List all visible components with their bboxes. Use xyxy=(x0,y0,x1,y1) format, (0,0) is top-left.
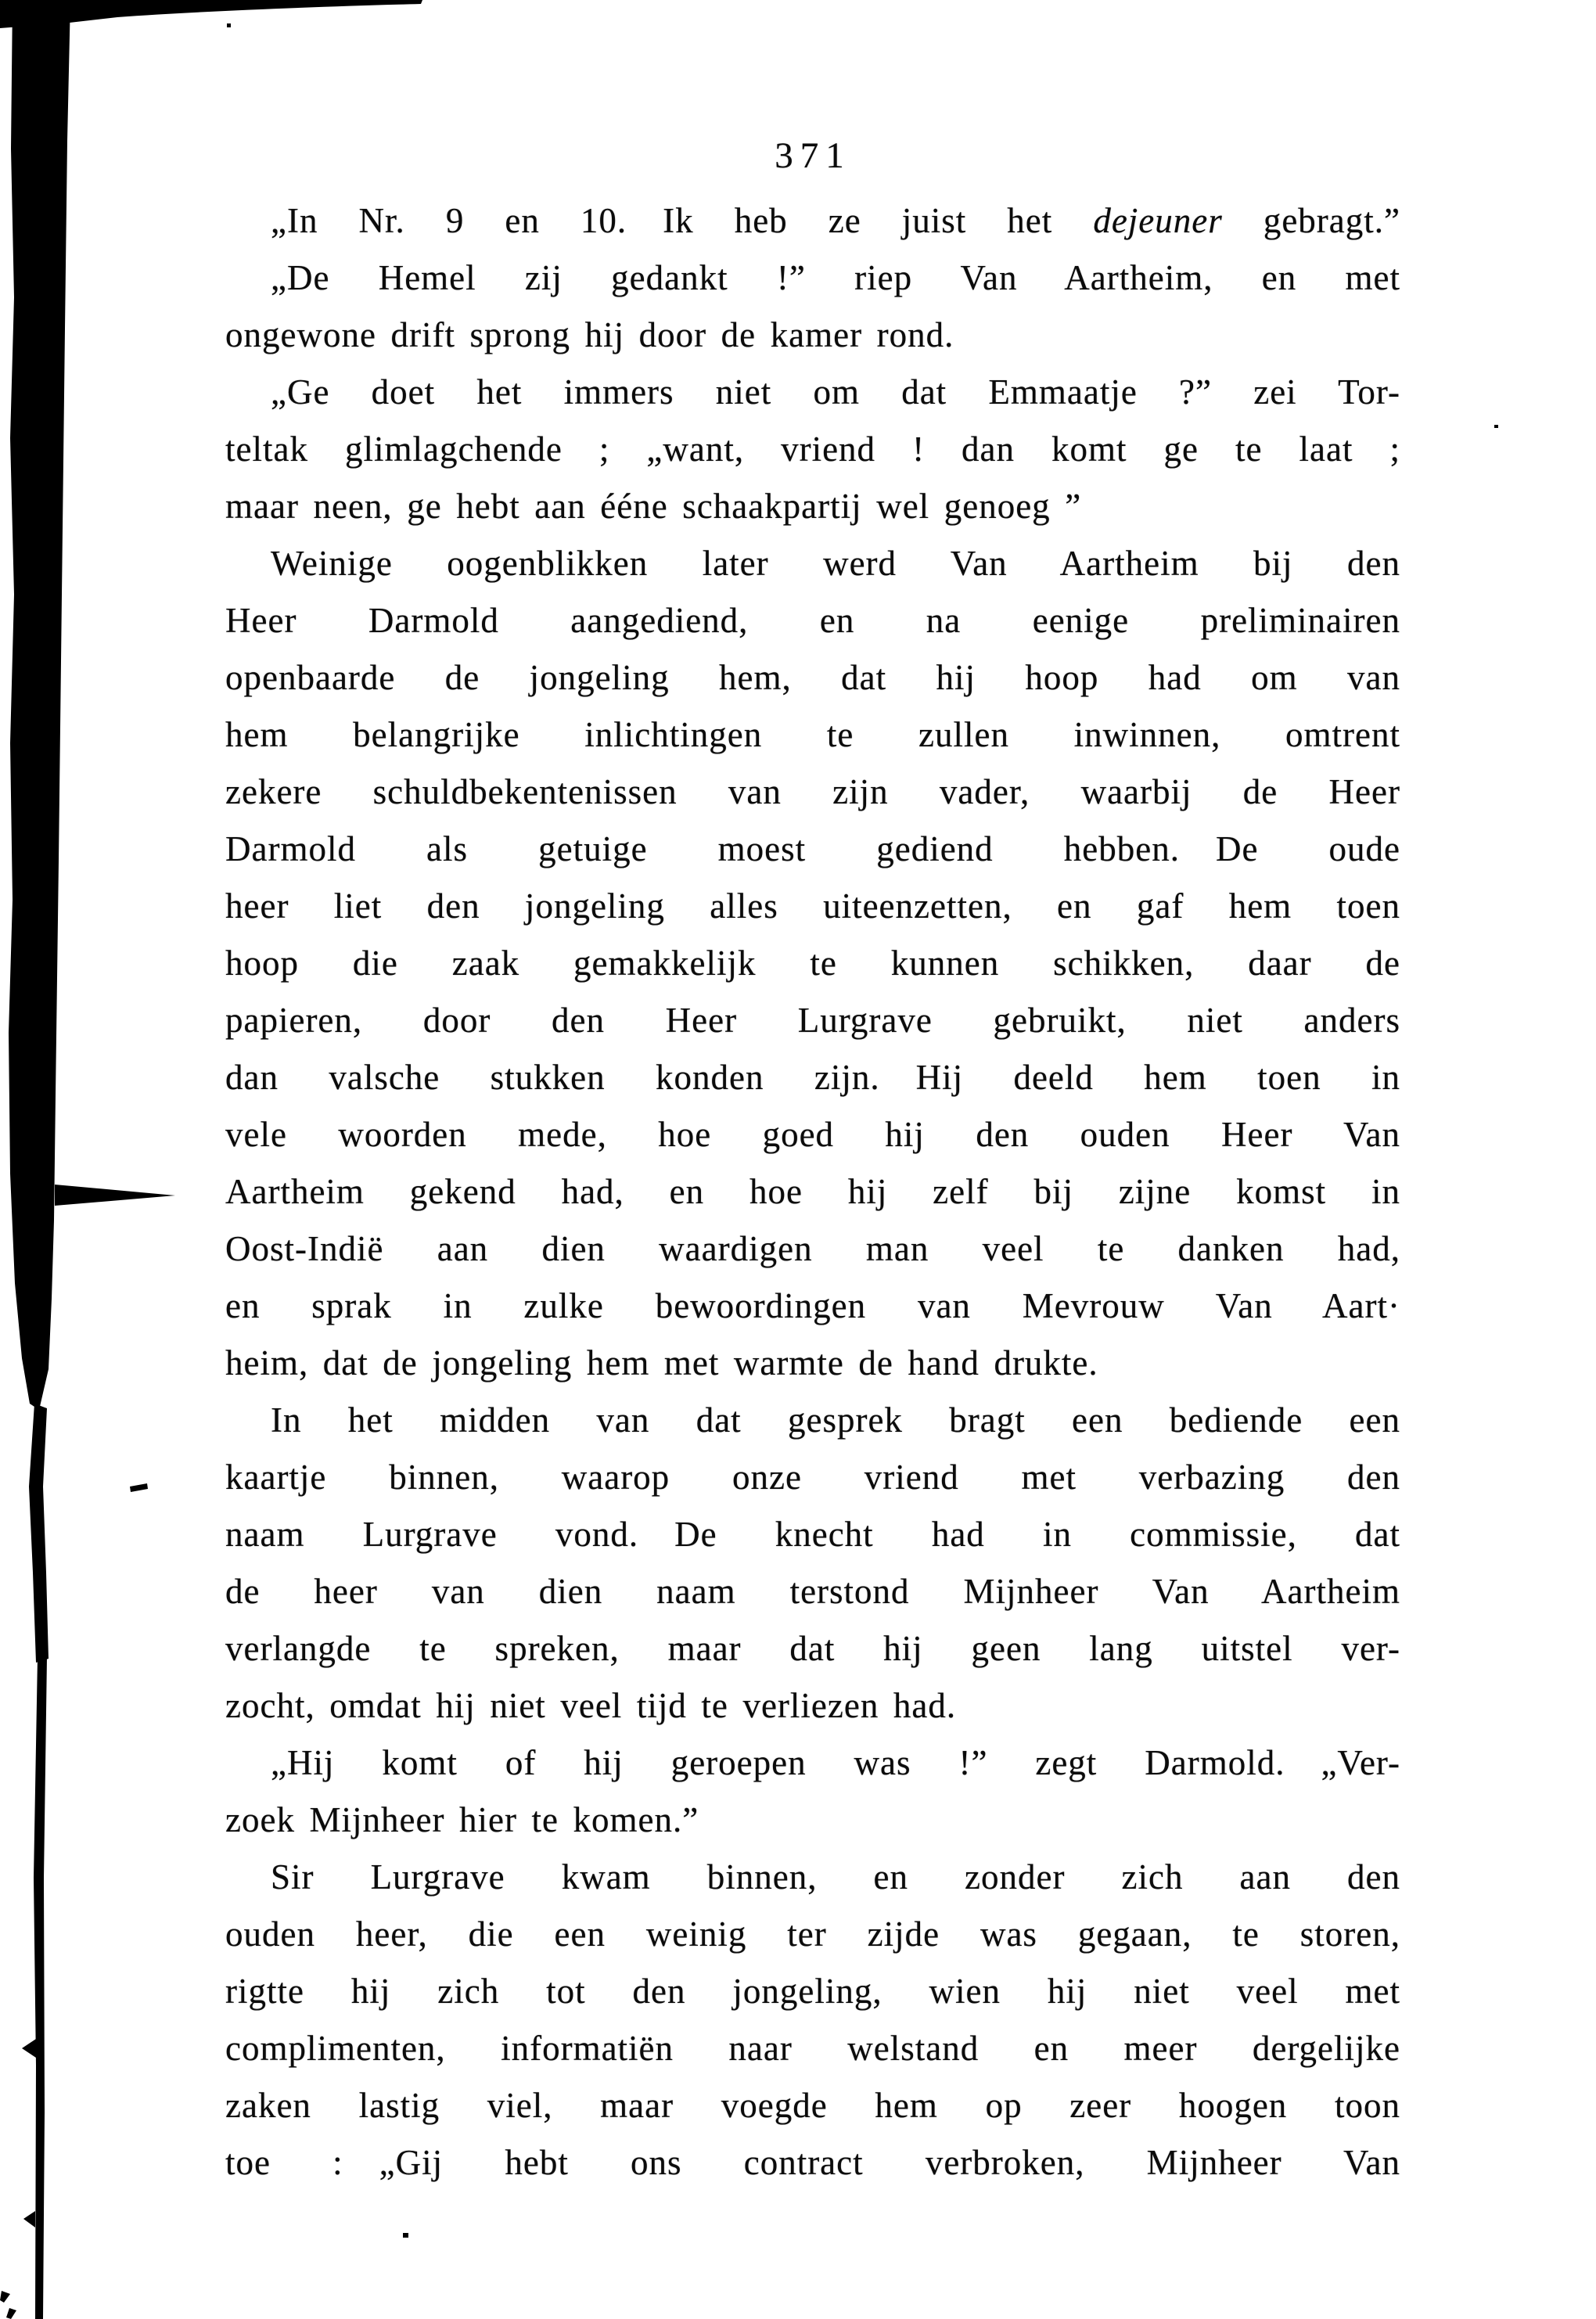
scan-artifact-thin-line xyxy=(34,1657,47,2319)
scan-artifact-spike xyxy=(55,1185,175,1206)
text-segment: „In Nr. 9 en 10. Ik heb ze juist het xyxy=(271,201,1094,240)
text-line: hoop die zaak gemakkelijk te kunnen schikken, daar de xyxy=(225,944,1400,983)
text-line: toe : „Gij hebt ons contract verbroken, Mijnheer Van xyxy=(225,2143,1400,2182)
scan-artifact-corner-specks xyxy=(0,2291,16,2319)
body-text xyxy=(225,192,1400,2191)
text-line: zaken lastig viel, maar voegde hem op zeer hoogen toon xyxy=(225,2086,1400,2125)
text-line: rigtte hij zich tot den jongeling, wien hij niet veel met xyxy=(225,1972,1400,2011)
text-segment: gebragt.” xyxy=(1222,201,1400,240)
page-number: 371 xyxy=(775,135,851,176)
scan-artifact-mid-streak xyxy=(29,1404,49,1663)
text-line: zekere schuldbekentenissen van zijn vader, waarbij de Heer xyxy=(225,772,1400,811)
text-line: zoek Mijnheer hier te komen.” xyxy=(225,1800,699,1839)
text-line: Darmold als getuige moest gediend hebben. De oude xyxy=(225,829,1400,868)
text-line: In het midden van dat gesprek bragt een bediende een xyxy=(271,1400,1400,1440)
scan-artifact-top-edge xyxy=(0,0,422,28)
text-line: openbaarde de jongeling hem, dat hij hoop had om van xyxy=(225,658,1400,697)
text-line: ouden heer, die een weinig ter zijde was gegaan, te storen, xyxy=(225,1915,1400,1954)
text-line: de heer van dien naam terstond Mijnheer Van Aartheim xyxy=(225,1572,1400,1611)
text-line: heer liet den jongeling alles uiteenzetten, en gaf hem toen xyxy=(225,886,1400,926)
text-line: zocht, omdat hij niet veel tijd te verliezen had. xyxy=(225,1686,957,1725)
text-line: Aartheim gekend had, en hoe hij zelf bij zijne komst in xyxy=(225,1172,1400,1211)
text-line: kaartje binnen, waarop onze vriend met verbazing den xyxy=(225,1458,1400,1497)
text-line: Weinige oogenblikken later werd Van Aartheim bij den xyxy=(271,544,1400,583)
scan-artifact-speck xyxy=(403,2233,408,2238)
scan-artifact-bump xyxy=(23,2211,35,2227)
text-line: papieren, door den Heer Lurgrave gebruikt, niet anders xyxy=(225,1001,1400,1040)
text-line: en sprak in zulke bewoordingen van Mevrouw Van Aart· xyxy=(225,1286,1400,1325)
text-line: verlangde te spreken, maar dat hij geen lang uitstel ver- xyxy=(225,1629,1400,1668)
text-line: Heer Darmold aangediend, en na eenige preliminairen xyxy=(225,601,1400,640)
text-line: teltak glimlagchende ; „want, vriend ! dan komt ge te laat ; xyxy=(225,430,1400,469)
text-line: heim, dat de jongeling hem met warmte de hand drukte. xyxy=(225,1343,1098,1382)
text-line: ongewone drift sprong hij door de kamer rond. xyxy=(225,315,954,354)
text-line: „Ge doet het immers niet om dat Emmaatje ?” zei Tor- xyxy=(271,372,1400,412)
text-line: hem belangrijke inlichtingen te zullen inwinnen, omtrent xyxy=(225,715,1400,754)
scan-artifact-gutter-bar xyxy=(9,0,70,1410)
text-line: complimenten, informatiën naar welstand en meer dergelijke xyxy=(225,2029,1400,2068)
scan-artifact-speck xyxy=(1494,425,1498,428)
text-line: dan valsche stukken konden zijn. Hij deeld hem toen in xyxy=(225,1058,1400,1097)
text-line: Sir Lurgrave kwam binnen, en zonder zich aan den xyxy=(271,1857,1400,1897)
text-line: naam Lurgrave vond. De knecht had in commissie, dat xyxy=(225,1515,1400,1554)
italic-word: dejeuner xyxy=(1093,201,1223,240)
scan-artifact-bump xyxy=(22,2039,36,2058)
text-line: „De Hemel zij gedankt !” riep Van Aartheim, en met xyxy=(271,258,1400,297)
text-line: „Hij komt of hij geroepen was !” zegt Darmold. „Ver- xyxy=(271,1743,1400,1782)
text-line: Oost-Indië aan dien waardigen man veel te danken had, xyxy=(225,1229,1400,1268)
scan-artifact-speck xyxy=(227,23,231,27)
text-line xyxy=(225,192,1400,250)
text-line: vele woorden mede, hoe goed hij den ouden Heer Van xyxy=(225,1115,1400,1154)
scan-artifact-dash xyxy=(130,1483,148,1492)
text-line: maar neen, ge hebt aan ééne schaakpartij wel genoeg ” xyxy=(225,487,1082,526)
